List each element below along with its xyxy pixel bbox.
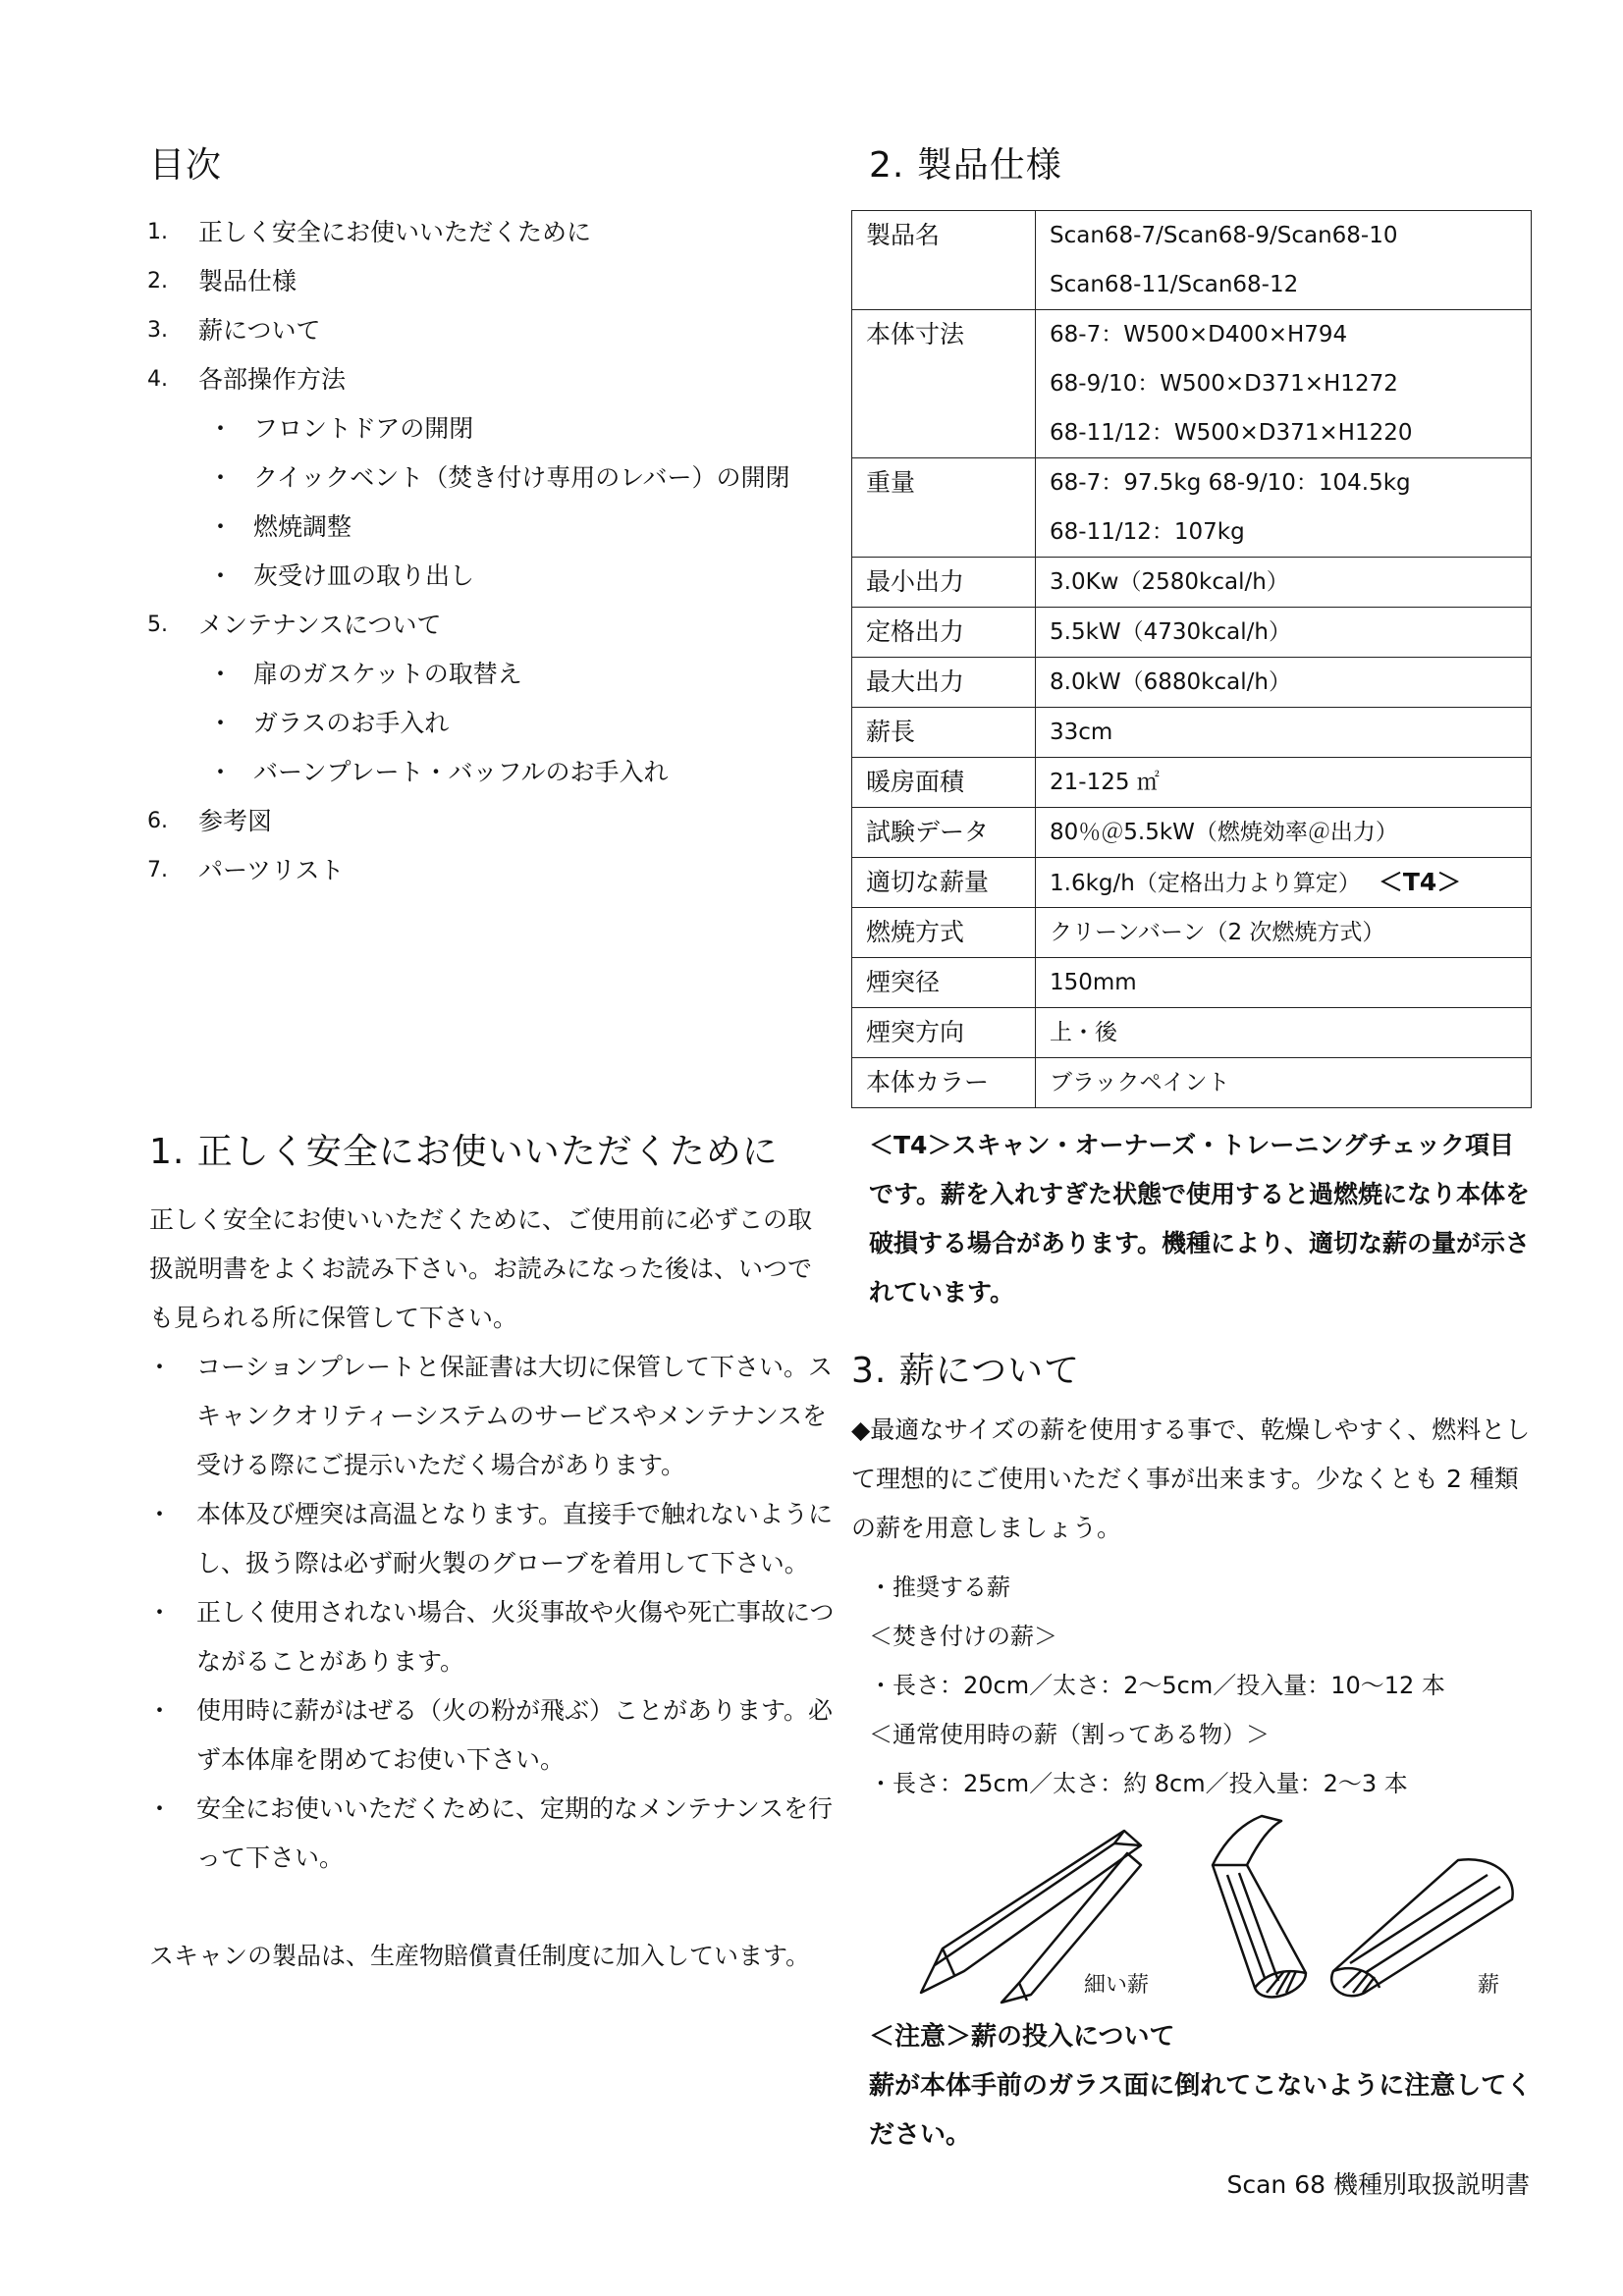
list-item-text: 正しく使用されない場合、火災事故や火傷や死亡事故につながることがあります。 <box>196 1598 835 1676</box>
toc-subitem <box>147 454 835 503</box>
t4-note: ＜T4＞スキャン・オーナーズ・トレーニングチェック項目です。薪を入れすぎた状態で使用すると過燃焼になり本体を破損する場合があります。機種により、適切な薪の量が示されています。 <box>869 1131 1531 1307</box>
t4-marker: ＜T4＞ <box>1378 868 1462 896</box>
section1-closing: スキャンの製品は、生産物賠償責任制度に加入しています。 <box>149 1942 811 1970</box>
toc-num: 3. <box>147 318 168 343</box>
table-row <box>852 211 1532 310</box>
bullet-mark: ・ <box>147 1696 173 1725</box>
spec-key: 製品名 <box>852 211 1036 310</box>
section1-intro: 正しく安全にお使いいただくために、ご使用前に必ずこの取扱説明書をよくお読み下さい。お読みになった後は、いつでも見られる所に保管して下さい。 <box>149 1205 813 1332</box>
section3-title: 3. 薪について <box>851 1351 1081 1391</box>
spec-value-line: 68-9/10：W500×D371×H1272 <box>1050 371 1398 397</box>
toc-item <box>147 601 835 650</box>
spec-value-line: 68-7：W500×D400×H794 <box>1050 322 1348 347</box>
toc-sub-label: ガラスのお手入れ <box>253 709 450 737</box>
spec-value <box>1036 808 1532 858</box>
spec-key: 最小出力 <box>852 558 1036 608</box>
safety-list <box>147 1343 835 1883</box>
bullet-mark: ・ <box>147 1598 173 1627</box>
table-row <box>852 958 1532 1008</box>
spec-key: 定格出力 <box>852 608 1036 658</box>
warning-body: 薪が本体手前のガラス面に倒れてこないように注意してください。 <box>869 2071 1533 2150</box>
list-item-text: 本体及び煙突は高温となります。直接手で触れないようにし、扱う際は必ず耐火製のグローブを着用して下さい。 <box>196 1500 834 1577</box>
table-row <box>852 608 1532 658</box>
toc-sub-label: 灰受け皿の取り出し <box>253 561 475 590</box>
spec-value <box>1036 458 1532 558</box>
spec-value <box>1036 708 1532 758</box>
table-row <box>852 310 1532 458</box>
toc-label: 正しく安全にお使いいただくために <box>198 218 592 246</box>
toc-bullet: ・ <box>208 463 234 492</box>
table-row <box>852 658 1532 708</box>
toc-subitem <box>147 650 835 699</box>
spec-value <box>1036 1058 1532 1108</box>
spec-value-line: 68-11/12：W500×D371×H1220 <box>1050 420 1413 446</box>
spec-value-text: 1.6kg/h（定格出力より算定） <box>1050 871 1361 896</box>
thin-firewood-label: 細い薪 <box>1084 1973 1150 1998</box>
table-of-contents <box>147 208 835 895</box>
toc-item <box>147 208 835 257</box>
spec-value-line: 68-7：97.5kg 68-9/10：104.5kg <box>1050 470 1411 496</box>
spec-value-line: 5.5kW（4730kcal/h） <box>1050 619 1291 645</box>
list-item <box>147 1785 835 1883</box>
spec-value-line: 150mm <box>1050 970 1137 995</box>
bullet-mark: ・ <box>147 1353 173 1381</box>
bullet-mark: ・ <box>147 1794 173 1823</box>
spec-value-line: 68-11/12：107kg <box>1050 519 1245 545</box>
spec-value-line: Scan68-11/Scan68-12 <box>1050 272 1299 297</box>
toc-sub-label: クイックベント（焚き付け専用のレバー）の開閉 <box>253 463 790 492</box>
spec-value <box>1036 1008 1532 1058</box>
spec-value-line: 上・後 <box>1050 1020 1117 1045</box>
toc-subitem <box>147 503 835 552</box>
toc-bullet: ・ <box>208 660 234 688</box>
toc-bullet: ・ <box>208 758 234 786</box>
page-footer: Scan 68 機種別取扱説明書 <box>1226 2170 1530 2199</box>
toc-label: 各部操作方法 <box>198 365 347 394</box>
toc-sub-label: バーンプレート・バッフルのお手入れ <box>253 758 669 786</box>
spec-value <box>1036 958 1532 1008</box>
recommended-label: ・推奨する薪 <box>869 1574 1010 1601</box>
spec-value <box>1036 558 1532 608</box>
spec-value <box>1036 608 1532 658</box>
list-item <box>147 1490 835 1588</box>
list-item-text: 安全にお使いいただくために、定期的なメンテナンスを行って下さい。 <box>196 1794 834 1872</box>
regular-spec: ・長さ：25cm／太さ：約 8cm／投入量：2～3 本 <box>869 1770 1408 1797</box>
section3-intro: ◆最適なサイズの薪を使用する事で、乾燥しやすく、燃料として理想的にご使用いただく事が出来ます。少なくとも 2 種類の薪を用意しましょう。 <box>851 1415 1531 1542</box>
toc-item <box>147 846 835 895</box>
toc-item <box>147 257 835 306</box>
toc-num: 4. <box>147 367 168 392</box>
toc-bullet: ・ <box>208 709 234 737</box>
toc-item <box>147 355 835 404</box>
toc-bullet: ・ <box>208 414 234 443</box>
list-item <box>147 1588 835 1686</box>
spec-key: 燃焼方式 <box>852 908 1036 958</box>
toc-num: 6. <box>147 809 168 833</box>
warning-title: ＜注意＞薪の投入について <box>869 2022 1175 2052</box>
toc-num: 2. <box>147 269 168 294</box>
spec-value-line: 21-125 ㎡ <box>1050 770 1160 795</box>
spec-key: 試験データ <box>852 808 1036 858</box>
spec-key: 本体寸法 <box>852 310 1036 458</box>
spec-value <box>1036 908 1532 958</box>
spec-value <box>1036 758 1532 808</box>
spec-key: 重量 <box>852 458 1036 558</box>
toc-sub-label: 扉のガスケットの取替え <box>253 660 522 688</box>
firewood-illustration <box>913 1806 1542 2012</box>
spec-value-line: Scan68-7/Scan68-9/Scan68-10 <box>1050 223 1398 248</box>
spec-key: 適切な薪量 <box>852 858 1036 908</box>
toc-item <box>147 797 835 846</box>
spec-value-line: クリーンバーン（2 次燃焼方式） <box>1050 920 1385 945</box>
spec-table <box>851 210 1532 1108</box>
toc-label: 薪について <box>198 316 321 345</box>
spec-key: 本体カラー <box>852 1058 1036 1108</box>
toc-label: メンテナンスについて <box>198 611 442 639</box>
toc-subitem <box>147 748 835 797</box>
toc-label: 参考図 <box>198 807 273 835</box>
table-row <box>852 908 1532 958</box>
spec-key: 煙突径 <box>852 958 1036 1008</box>
toc-subitem <box>147 404 835 454</box>
toc-label: 製品仕様 <box>198 267 298 295</box>
spec-value-line: 33cm <box>1050 720 1113 745</box>
list-item-text: コーションプレートと保証書は大切に保管して下さい。スキャンクオリティーシステムのサービスやメンテナンスを受ける際にご提示いただく場合があります。 <box>196 1353 834 1479</box>
toc-num: 1. <box>147 220 168 244</box>
spec-value-line: 3.0Kw（2580kcal/h） <box>1050 569 1289 595</box>
table-row <box>852 1008 1532 1058</box>
toc-sub-label: フロントドアの開閉 <box>253 414 474 443</box>
list-item-text: 使用時に薪がはぜる（火の粉が飛ぶ）ことがあります。必ず本体扉を閉めてお使い下さい。 <box>196 1696 834 1774</box>
toc-item <box>147 306 835 355</box>
table-row <box>852 1058 1532 1108</box>
regular-heading: ＜通常使用時の薪（割ってある物）＞ <box>869 1721 1270 1748</box>
split-firewood-icon <box>1213 1816 1513 1997</box>
bullet-mark: ・ <box>147 1500 173 1528</box>
table-row <box>852 458 1532 558</box>
toc-num: 5. <box>147 613 168 637</box>
toc-label: パーツリスト <box>198 856 345 884</box>
firewood-label: 薪 <box>1478 1973 1500 1998</box>
spec-key: 最大出力 <box>852 658 1036 708</box>
toc-num: 7. <box>147 858 168 882</box>
table-row <box>852 858 1532 908</box>
spec-key: 煙突方向 <box>852 1008 1036 1058</box>
spec-value-line: 80％＠5.5kW（燃焼効率＠出力） <box>1050 820 1398 845</box>
toc-sub-label: 燃焼調整 <box>253 512 352 541</box>
toc-bullet: ・ <box>208 512 234 541</box>
spec-value <box>1036 658 1532 708</box>
toc-subitem <box>147 699 835 748</box>
list-item <box>147 1343 835 1490</box>
kindling-heading: ＜焚き付けの薪＞ <box>869 1623 1057 1650</box>
table-row <box>852 808 1532 858</box>
spec-key: 薪長 <box>852 708 1036 758</box>
table-row <box>852 758 1532 808</box>
section1-title: 1. 正しく安全にお使いいただくために <box>149 1132 779 1172</box>
spec-value <box>1036 858 1532 908</box>
spec-key: 暖房面積 <box>852 758 1036 808</box>
table-row <box>852 558 1532 608</box>
table-row <box>852 708 1532 758</box>
list-item <box>147 1686 835 1785</box>
kindling-spec: ・長さ：20cm／太さ：2～5cm／投入量：10～12 本 <box>869 1672 1445 1699</box>
toc-subitem <box>147 552 835 601</box>
toc-bullet: ・ <box>208 561 234 590</box>
spec-value-line: 8.0kW（6880kcal/h） <box>1050 669 1291 695</box>
spec-value-line: ブラックペイント <box>1050 1070 1230 1095</box>
spec-value-line <box>1050 858 1531 907</box>
spec-value <box>1036 211 1532 310</box>
spec-title: 2. 製品仕様 <box>869 145 1062 186</box>
spec-value <box>1036 310 1532 458</box>
toc-title: 目次 <box>149 145 223 186</box>
